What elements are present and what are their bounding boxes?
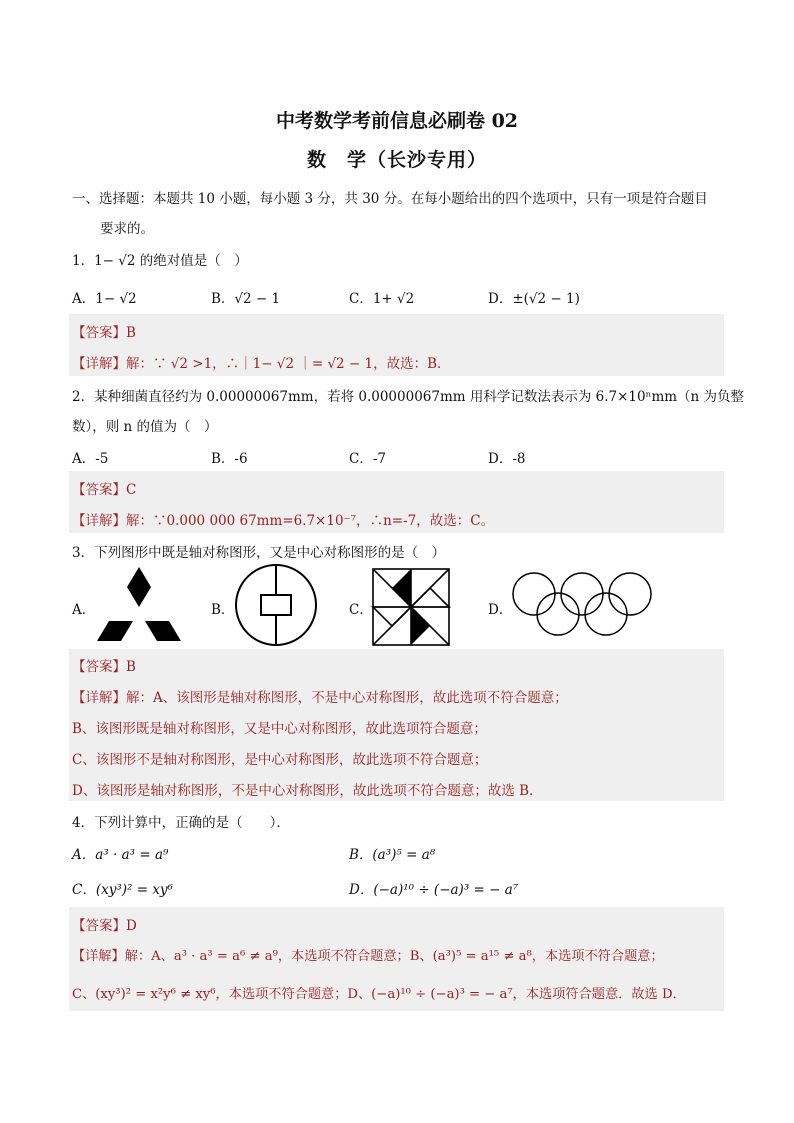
q2-answer: 【答案】C [72, 482, 137, 498]
q2-detail-label: 【详解】 [72, 513, 126, 529]
mitsubishi-diamonds-figure [94, 565, 184, 645]
q1-option-a: A．1− √2 [72, 291, 137, 307]
q2-option-b: B．-6 [211, 451, 248, 467]
olympic-rings-figure [510, 570, 655, 640]
q2-option-d: D．-8 [488, 451, 526, 467]
q4-detail-line-2: C、(xy³)² = x²y⁶ ≠ xy⁶，本选项不符合题意；D、(−a)¹⁰ ÷ (−a)³ = − a⁷，本选项符合题意．故选 D． [72, 987, 686, 1002]
q1-option-d: D．±(√2 − 1) [488, 291, 580, 307]
q4-answer: 【答案】D [72, 918, 137, 934]
q2-answer-box [69, 471, 724, 533]
q3-option-a-label: A． [72, 602, 96, 618]
q1-stem: 1．1− √2 的绝对值是（ ） [72, 253, 248, 269]
section-instructions: 一、选择题：本题共 10 小题，每小题 3 分，共 30 分。在每小题给出的四个选项中，只有一项是符合题目 [72, 191, 708, 207]
q3-answer-box [69, 649, 724, 801]
q2-stem-cont: 数），则 n 的值为（ ） [72, 419, 218, 435]
q1-detail-label: 【详解】 [72, 356, 126, 372]
q4-stem: 4．下列计算中，正确的是（ ）． [72, 815, 290, 831]
section-instructions-cont: 要求的。 [100, 221, 154, 237]
q4-option-d: D．(−a)¹⁰ ÷ (−a)³ = − a⁷ [349, 882, 519, 898]
coin-circle-square-figure [232, 563, 320, 647]
q2-detail-row [72, 509, 494, 529]
q3-option-d-label: D． [488, 602, 513, 618]
q4-detail-line-1: 解：A、a³ · a³ = a⁶ ≠ a⁹，本选项不符合题意；B、(a³)⁵ = a¹⁵ ≠ a⁸，本选项不符合题意； [124, 949, 664, 964]
q1-detail-row [72, 352, 451, 372]
pinwheel-figure [370, 566, 452, 648]
q2-stem: 2．某种细菌直径约为 0.00000067mm，若将 0.00000067mm 用科学记数法表示为 6.7×10ⁿmm（n 为负整 [72, 389, 745, 405]
q3-detail-line-1: 解：A、该图形是轴对称图形，不是中心对称图形，故此选项不符合题意； [126, 690, 568, 706]
q3-detail-line-3: C、该图形不是轴对称图形，是中心对称图形，故此选项不符合题意； [72, 752, 488, 768]
q2-option-a: A．-5 [72, 451, 109, 467]
q4-option-a: A．a³ · a³ = a⁹ [72, 847, 169, 863]
q1-answer: 【答案】B [72, 325, 136, 341]
q4-detail-label: 【详解】 [72, 949, 125, 964]
q3-detail-line-4: D、该图形是轴对称图形，不是中心对称图形，故此选项不符合题意；故选 B． [72, 783, 543, 799]
q2-option-c: C．-7 [349, 451, 386, 467]
q3-stem: 3．下列图形中既是轴对称图形，又是中心对称图形的是（ ） [72, 545, 446, 561]
q3-option-b-label: B． [211, 602, 235, 618]
q4-answer-box [69, 907, 724, 1011]
q2-detail: 解：∵0.000 000 67mm=6.7×10⁻⁷，∴n=-7，故选：C。 [126, 513, 495, 529]
q3-answer: 【答案】B [72, 659, 136, 675]
q4-option-b: B．(a³)⁵ = a⁸ [349, 847, 436, 863]
q4-option-c: C．(xy³)² = xy⁶ [72, 882, 173, 898]
q3-detail-label: 【详解】 [72, 690, 126, 706]
q1-option-b: B．√2 − 1 [211, 291, 281, 307]
q1-answer-box [69, 314, 724, 376]
q3-detail-line-2: B、该图形既是轴对称图形，又是中心对称图形，故此选项符合题意； [72, 721, 487, 737]
q1-option-c: C．1+ √2 [349, 291, 415, 307]
page-subtitle: 数 学（长沙专用） [306, 149, 487, 171]
q4-detail-row [72, 945, 664, 964]
q1-detail: 解：∵ √2 >1，∴｜1− √2 ｜= √2 − 1，故选：B． [126, 356, 451, 372]
q3-detail-row [72, 686, 568, 706]
page-title: 中考数学考前信息必刷卷 02 [275, 110, 519, 132]
q3-option-c-label: C． [349, 602, 373, 618]
